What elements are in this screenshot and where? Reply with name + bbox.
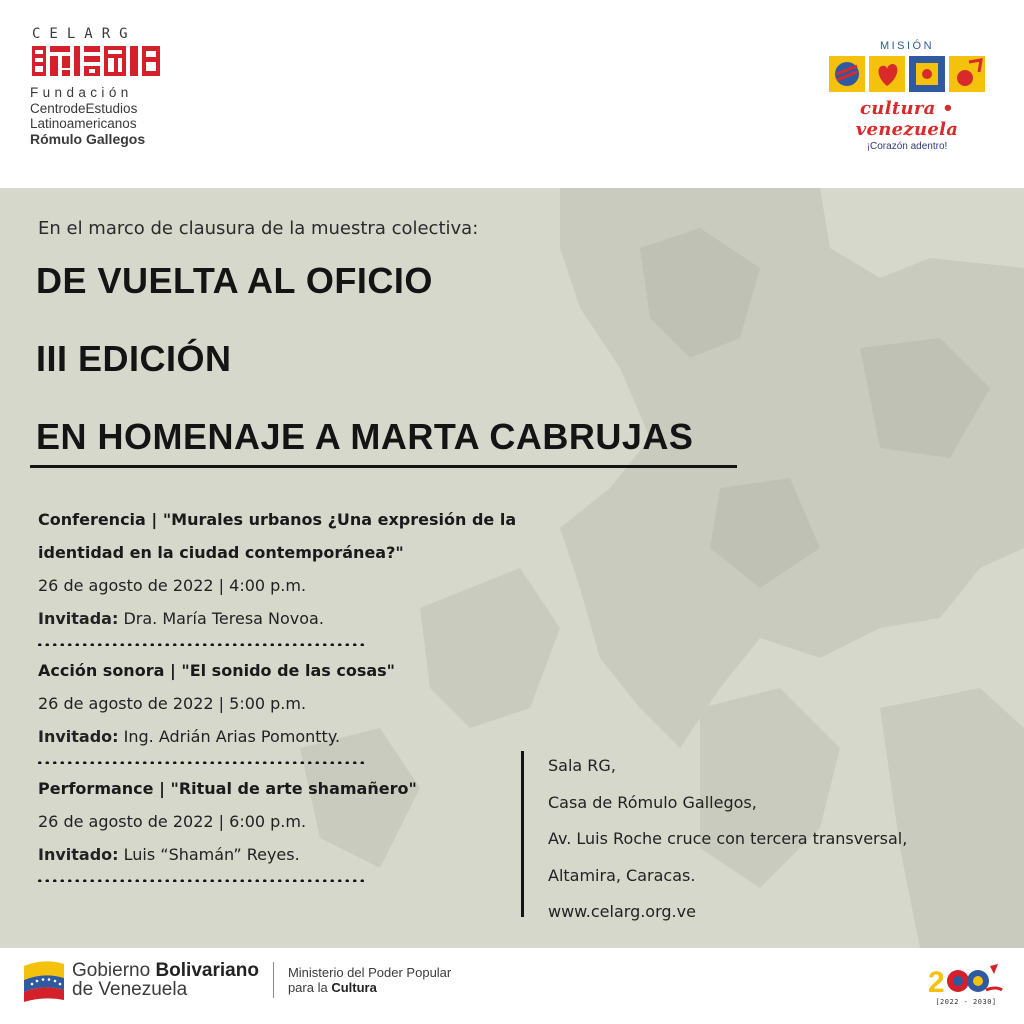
ministerio-line-2-pre: para la <box>287 980 332 995</box>
celarg-line-2: CentrodeEstudios <box>30 100 138 116</box>
gobierno-logo <box>22 956 451 1004</box>
venue-divider <box>521 751 524 917</box>
mision-square-drum-icon <box>949 56 985 92</box>
mision-square-figure-icon <box>909 56 945 92</box>
event-title: Conferencia | "Murales urbanos ¿Una expresión de la <box>38 510 517 529</box>
event-title: Acción sonora | "El sonido de las cosas" <box>38 661 395 680</box>
celarg-logo <box>30 26 170 147</box>
mision-label: MISIÓN <box>879 40 935 52</box>
mision-square-heart-icon <box>869 56 905 92</box>
ministerio-line-2 <box>288 980 451 995</box>
mision-cultura-logo <box>812 40 1002 152</box>
headline-edition: III EDICIÓN <box>36 338 232 379</box>
event-guest-name: Luis “Shamán” Reyes. <box>118 845 300 864</box>
headline-homage: EN HOMENAJE A MARTA CABRUJAS <box>36 416 694 457</box>
emblem-2030-icon <box>926 960 1006 998</box>
bicentennial-emblem <box>926 960 1006 1012</box>
event-datetime: 26 de agosto de 2022 | 4:00 p.m. <box>38 576 307 595</box>
gobierno-line-1-pre: Gobierno <box>72 960 156 981</box>
footer-divider <box>273 962 274 998</box>
venue-city: Altamira, Caracas. <box>548 865 696 885</box>
ministerio-name <box>288 965 451 995</box>
gobierno-name <box>72 961 259 999</box>
event-guest-name: Dra. María Teresa Novoa. <box>118 609 324 628</box>
event-title-continued: identidad en la ciudad contemporánea?" <box>38 543 404 562</box>
mision-brand-text: cultura • venezuela <box>855 98 959 140</box>
venue-room: Sala RG, <box>548 756 616 775</box>
celarg-line-4: Rómulo Gallegos <box>30 130 146 147</box>
venue-house: Casa de Rómulo Gallegos, <box>548 792 757 812</box>
venue-street: Av. Luis Roche cruce con tercera transversal, <box>548 829 908 848</box>
event-guest <box>38 602 558 635</box>
dotted-separator <box>36 761 364 764</box>
celarg-line-1: Fundación <box>30 85 133 100</box>
celarg-full-name <box>30 85 170 147</box>
intro-text: En el marco de clausura de la muestra colectiva: <box>38 218 479 239</box>
footer <box>0 948 1024 1024</box>
event-guest-label: Invitado: <box>38 845 119 864</box>
headline-title: DE VUELTA AL OFICIO <box>36 260 433 301</box>
dotted-separator <box>36 643 364 646</box>
event-guest <box>38 838 558 871</box>
venue-website-link[interactable]: www.celarg.org.ve <box>548 902 696 921</box>
mision-square-blue-icon <box>829 56 865 92</box>
celarg-acronym: CELARG <box>32 26 137 42</box>
event-title: Performance | "Ritual de arte shamañero" <box>38 779 417 798</box>
gobierno-line-1 <box>72 961 259 980</box>
mision-icon-squares <box>812 56 1002 92</box>
emblem-year-range: [2022 - 2030] <box>935 998 997 1006</box>
main-panel <box>0 188 1024 948</box>
event-guest-label: Invitada: <box>38 609 119 628</box>
svg-text:2: 2 <box>928 966 945 998</box>
headline-underline <box>30 465 737 468</box>
event-guest <box>38 720 558 753</box>
venezuela-flag-icon <box>22 956 66 1004</box>
event-item <box>38 772 558 882</box>
venue-block <box>548 748 907 931</box>
ministerio-line-1: Ministerio del Poder Popular <box>287 965 452 980</box>
event-datetime: 26 de agosto de 2022 | 6:00 p.m. <box>38 812 307 831</box>
gobierno-line-2: de Venezuela <box>72 979 188 1000</box>
header <box>0 0 1024 188</box>
event-guest-label: Invitado: <box>38 727 119 746</box>
events-list <box>38 503 558 890</box>
gobierno-line-1-bold: Bolivariano <box>155 960 259 981</box>
ministerio-line-2-bold: Cultura <box>331 980 377 995</box>
event-datetime: 26 de agosto de 2022 | 5:00 p.m. <box>38 694 307 713</box>
event-guest-name: Ing. Adrián Arias Pomontty. <box>118 727 341 746</box>
event-item <box>38 503 558 646</box>
celarg-glyph-mark <box>30 44 170 82</box>
mision-slogan: ¡Corazón adentro! <box>866 141 948 152</box>
dotted-separator <box>36 879 364 882</box>
celarg-line-3: Latinoamericanos <box>30 116 137 131</box>
event-item <box>38 654 558 764</box>
